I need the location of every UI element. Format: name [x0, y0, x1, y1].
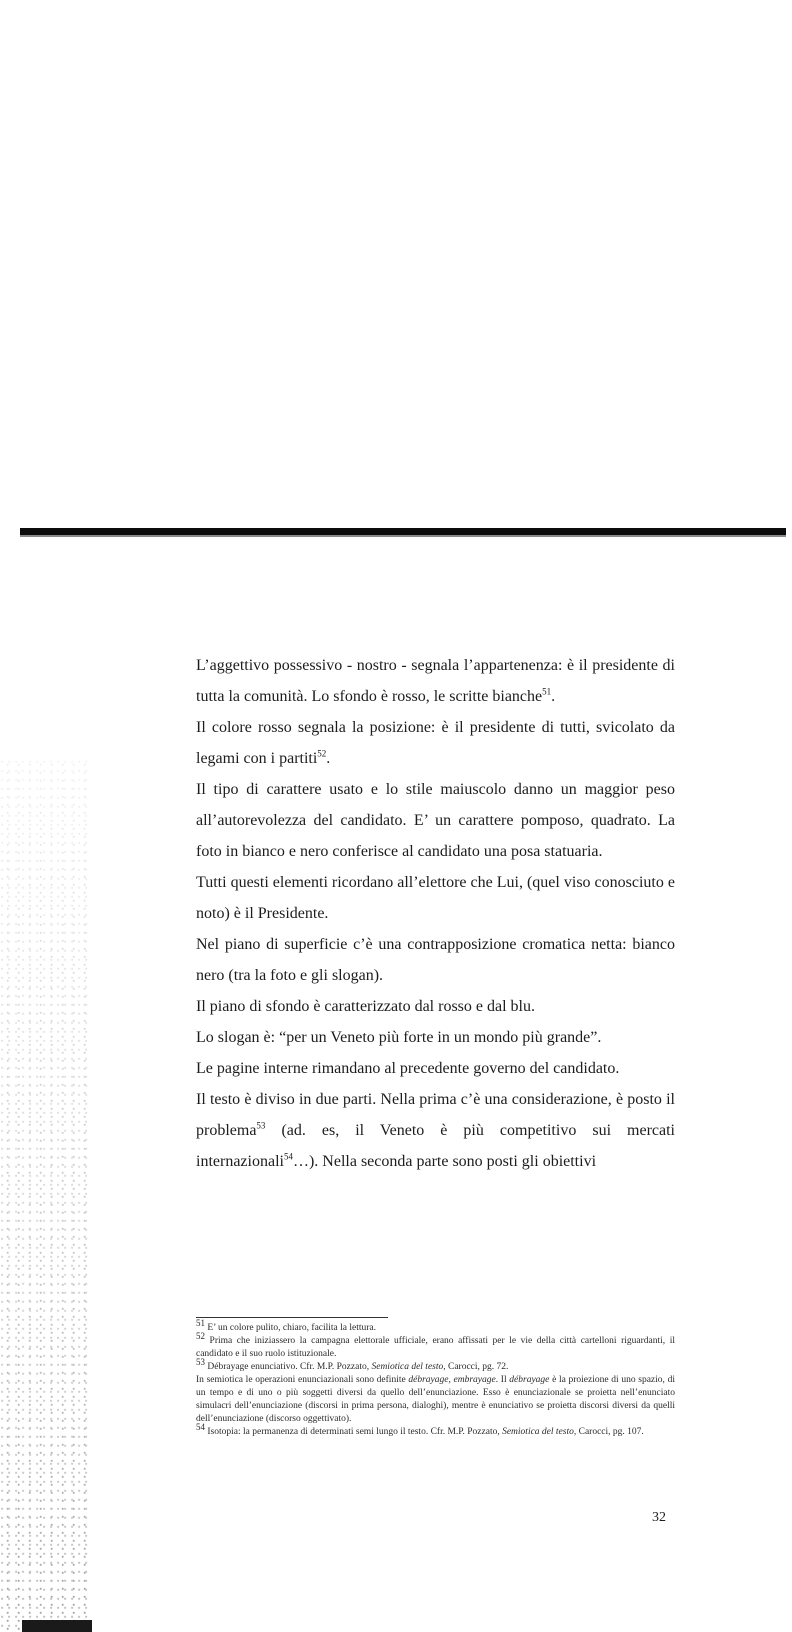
footnote-ref: 51	[542, 686, 552, 697]
paragraph: Il testo è diviso in due parti. Nella prima c’è una considerazione, è posto il problema$^{53}$ (ad. es, il Veneto è più competitivo sui mercati internazionali$^{54}$…). Nella seconda parte sono posti gli obiettivi	[196, 1091, 675, 1170]
scan-corner-mark	[22, 1620, 92, 1632]
footnote: $^{53}$ Débrayage enunciativo. Cfr. M.P. Pozzato, Semiotica del testo, Carocci, pg. 72.	[196, 1356, 509, 1372]
footnote: In semiotica le operazioni enunciazionali sono definite débrayage, embrayage. Il débrayage è la proiezione di uno spazio, di un tempo e di uno o più soggetti diversi da quello dell’enunciazione. Esso è enunciazionale se proietta nell’enunciato simulacri dell’enunciazione (discorsi in prima persona, dialoghi), mentre è enunciativo se proietta discorsi diversi da quelli dell’enunciazione (discorso oggettivato).	[196, 1375, 675, 1424]
paragraph: Le pagine interne rimandano al precedente governo del candidato.	[196, 1060, 620, 1077]
footnote-ref: 54	[283, 1151, 293, 1162]
paragraph: Il colore rosso segnala la posizione: è il presidente di tutti, svicolato da legami con i partiti$^{52}$.	[196, 719, 675, 767]
page-number: 32	[652, 1510, 666, 1525]
body-text	[196, 650, 675, 1177]
paragraph: L’aggettivo possessivo - nostro - segnala l’appartenenza: è il presidente di tutta la comunità. Lo sfondo è rosso, le scritte bianche$^{51}$.	[196, 657, 675, 705]
header-rule	[20, 528, 786, 535]
footnotes	[196, 1317, 675, 1439]
footnote: $^{54}$ Isotopia: la permanenza di determinati semi lungo il testo. Cfr. M.P. Pozzato, Semiotica del testo, Carocci, pg. 107.	[196, 1421, 644, 1437]
footnote-ref: 53	[256, 1120, 266, 1131]
scan-noise-edge	[0, 760, 90, 1632]
paragraph: Il piano di sfondo è caratterizzato dal rosso e dal blu.	[196, 998, 535, 1015]
header-rule-shadow	[20, 535, 786, 537]
footnote: $^{51}$ E’ un colore pulito, chiaro, facilita la lettura.	[196, 1317, 377, 1333]
paragraph: Tutti questi elementi ricordano all’elettore che Lui, (quel viso conosciuto e noto) è il Presidente.	[196, 874, 675, 922]
footnote-ref: 52	[317, 748, 327, 759]
paragraph: Nel piano di superficie c’è una contrapposizione cromatica netta: bianco nero (tra la foto e gli slogan).	[196, 936, 675, 984]
paragraph: Lo slogan è: “per un Veneto più forte in un mondo più grande”.	[196, 1029, 602, 1046]
footnote-separator	[196, 1317, 388, 1318]
footnote: $^{52}$ Prima che iniziassero la campagna elettorale ufficiale, erano affissati per le vie della città cartelloni riguardanti, il candidato e il suo ruolo istituzionale.	[196, 1330, 675, 1359]
paragraph: Il tipo di carattere usato e lo stile maiuscolo danno un maggior peso all’autorevolezza del candidato. E’ un carattere pomposo, quadrato. La foto in bianco e nero conferisce al candidato una posa statuaria.	[196, 781, 675, 860]
